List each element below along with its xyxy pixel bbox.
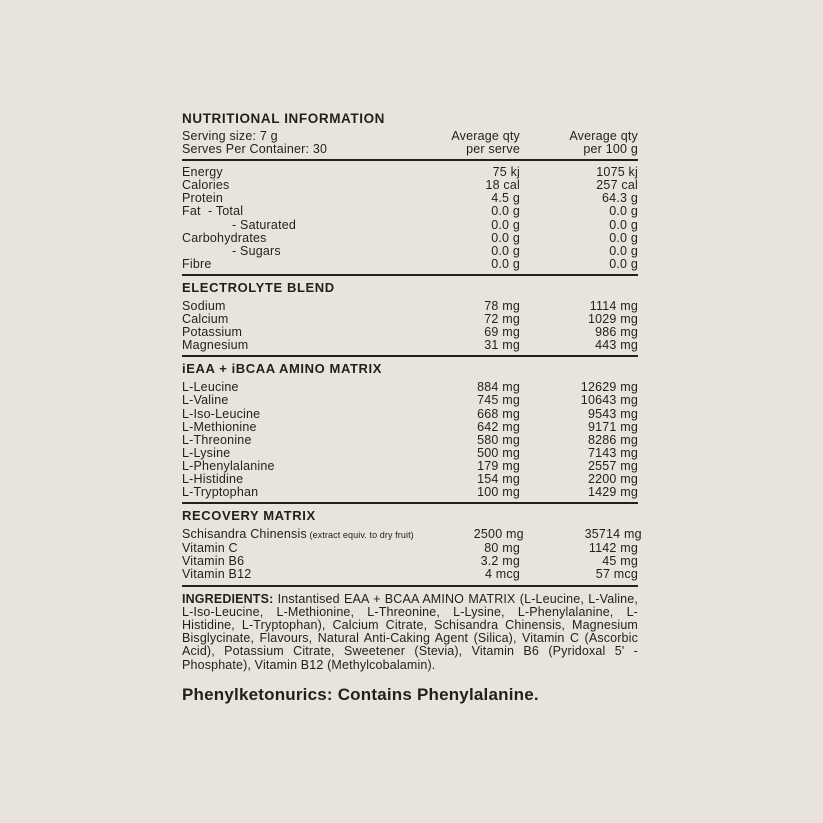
row-label: L-Lysine <box>182 445 231 460</box>
section-divider <box>182 355 638 357</box>
row-qty-per-serve: 580 mg <box>477 432 520 447</box>
row-label: - Sugars <box>232 243 281 258</box>
row-label: Vitamin C <box>182 541 238 556</box>
table-row <box>182 568 638 581</box>
nutrition-section <box>182 274 638 355</box>
row-qty-per-serve: 0.0 g <box>491 243 520 258</box>
row-qty-per-100g: 0.0 g <box>609 243 638 258</box>
row-label: Vitamin B6 <box>182 554 245 569</box>
table-row <box>182 460 638 473</box>
row-note-text: (extract equiv. to dry fruit) <box>309 530 414 541</box>
row-qty-per-100g: 9543 mg <box>587 406 638 421</box>
nutrition-section <box>182 159 638 274</box>
ingredients-paragraph <box>182 593 638 672</box>
row-qty-per-serve: 69 mg <box>484 325 520 340</box>
phenylketonurics-warning: Phenylketonurics: Contains Phenylalanine. <box>182 684 539 704</box>
row-qty-per-100g: 9171 mg <box>587 419 638 434</box>
table-row <box>182 300 638 313</box>
serving-info <box>182 130 410 156</box>
table-row <box>182 486 638 499</box>
row-qty-per-serve: 18 cal <box>485 178 520 193</box>
row-label: L-Histidine <box>182 471 244 486</box>
sections <box>182 159 642 584</box>
column-header-per-serve: Average qty per serve <box>451 129 520 157</box>
row-qty-per-100g: 0.0 g <box>609 217 638 232</box>
row-qty-per-serve: 100 mg <box>477 485 520 500</box>
row-label: Vitamin B12 <box>182 567 252 582</box>
row-qty-per-100g: 45 mg <box>602 554 638 569</box>
table-row <box>182 179 638 192</box>
row-qty-per-100g: 1142 mg <box>588 541 638 556</box>
serves-per-container: Serves Per Container: 30 <box>182 142 328 157</box>
row-qty-per-100g: 1075 kj <box>596 165 638 180</box>
section-rows <box>182 166 638 271</box>
row-qty-per-100g: 986 mg <box>595 325 638 340</box>
row-qty-per-serve: 0.0 g <box>491 256 520 271</box>
row-qty-per-100g: 2200 mg <box>587 471 638 486</box>
row-qty-per-serve: 31 mg <box>484 338 520 353</box>
section-divider <box>182 502 638 504</box>
row-label: - Saturated <box>232 217 297 232</box>
row-label: Protein <box>182 191 224 206</box>
row-qty-per-serve: 2500 mg <box>473 527 524 542</box>
table-row <box>182 339 638 352</box>
row-qty-per-serve: 884 mg <box>477 380 520 395</box>
row-qty-per-serve: 72 mg <box>484 312 520 327</box>
table-row <box>182 313 638 326</box>
row-label: L-Phenylalanine <box>182 458 275 473</box>
section-rows <box>182 381 638 499</box>
table-row <box>182 258 638 271</box>
row-qty-per-serve: 3.2 mg <box>480 554 520 569</box>
row-qty-per-serve: 80 mg <box>484 541 520 556</box>
row-label: Calories <box>182 178 230 193</box>
page-title: NUTRITIONAL INFORMATION <box>182 111 386 126</box>
ingredients-label: INGREDIENTS: <box>182 591 274 606</box>
row-label: Potassium <box>182 325 243 340</box>
row-qty-per-100g: 10643 mg <box>580 393 638 408</box>
row-label: Energy <box>182 165 223 180</box>
row-qty-per-100g: 7143 mg <box>587 445 638 460</box>
row-qty-per-100g: 0.0 g <box>609 256 638 271</box>
row-label: Schisandra Chinensis <box>182 527 307 542</box>
row-label: L-Leucine <box>182 380 239 395</box>
row-qty-per-100g: 35714 mg <box>584 527 642 542</box>
row-qty-per-100g: 443 mg <box>595 338 638 353</box>
section-header: ELECTROLYTE BLEND <box>182 279 335 295</box>
divider <box>182 585 638 587</box>
section-rows <box>182 527 642 582</box>
row-label: L-Methionine <box>182 419 257 434</box>
row-label: Fibre <box>182 256 212 271</box>
table-row <box>182 245 638 258</box>
row-qty-per-serve: 0.0 g <box>491 204 520 219</box>
row-qty-per-serve: 179 mg <box>477 458 520 473</box>
row-qty-per-100g: 0.0 g <box>609 230 638 245</box>
row-label: L-Tryptophan <box>182 485 259 500</box>
row-qty-per-100g: 2557 mg <box>587 458 638 473</box>
row-label: Fat - Total <box>182 204 244 219</box>
table-header <box>182 130 638 156</box>
row-qty-per-100g: 0.0 g <box>609 204 638 219</box>
table-row <box>182 326 638 339</box>
row-label: L-Iso-Leucine <box>182 406 261 421</box>
row-label: L-Valine <box>182 393 229 408</box>
section-divider <box>182 159 638 161</box>
row-qty-per-100g: 257 cal <box>596 178 638 193</box>
row-qty-per-100g: 12629 mg <box>580 380 638 395</box>
row-label: Sodium <box>182 298 226 313</box>
column-header-per-100g: Average qty per 100 g <box>569 129 638 157</box>
nutrition-section <box>182 502 642 584</box>
row-label: L-Threonine <box>182 432 252 447</box>
row-qty-per-serve: 4 mcg <box>484 567 520 582</box>
row-qty-per-serve: 75 kj <box>492 165 520 180</box>
row-qty-per-serve: 0.0 g <box>491 217 520 232</box>
row-qty-per-serve: 78 mg <box>484 298 520 313</box>
nutrition-section <box>182 355 638 502</box>
serving-size: Serving size: 7 g <box>182 129 278 143</box>
section-rows <box>182 300 638 352</box>
row-label: Magnesium <box>182 338 249 353</box>
table-row <box>182 542 638 555</box>
table-row <box>182 434 638 447</box>
row-qty-per-serve: 4.5 g <box>491 191 520 206</box>
nutrition-label <box>182 111 642 705</box>
row-qty-per-serve: 745 mg <box>477 393 520 408</box>
row-qty-per-serve: 154 mg <box>477 471 520 486</box>
section-header: iEAA + iBCAA AMINO MATRIX <box>182 361 383 377</box>
ingredients-text: Instantised EAA + BCAA AMINO MATRIX (L-Leucine, L-Valine, L-Iso-Leucine, L-Methionine, L-Threonine, L-Lysine, L-Phenylalanine, L-Histidine, L-Tryptophan), Calcium Citrate, Schisandra Chinensis, Magnesium Bisglycinate, Flavours, Natural Anti-Caking Agent (Silica), Vitamin C (Ascorbic Acid), Potassium Citrate, Sweetener (Stevia), Vitamin B6 (Pyridoxal 5' -Phosphate), Vitamin B12 (Methylcobalamin). <box>182 591 638 672</box>
row-qty-per-100g: 57 mcg <box>595 567 638 582</box>
table-row <box>182 527 642 542</box>
row-label: Calcium <box>182 312 229 327</box>
row-qty-per-100g: 64.3 g <box>602 191 638 206</box>
row-qty-per-100g: 1114 mg <box>589 298 638 313</box>
table-row <box>182 166 638 179</box>
row-qty-per-100g: 8286 mg <box>587 432 638 447</box>
section-divider <box>182 274 638 276</box>
row-label: Carbohydrates <box>182 230 267 245</box>
table-row <box>182 192 638 205</box>
row-qty-per-serve: 642 mg <box>477 419 520 434</box>
row-qty-per-serve: 668 mg <box>477 406 520 421</box>
row-qty-per-100g: 1429 mg <box>587 485 638 500</box>
row-qty-per-serve: 0.0 g <box>491 230 520 245</box>
section-header: RECOVERY MATRIX <box>182 508 316 524</box>
row-qty-per-serve: 500 mg <box>477 445 520 460</box>
row-qty-per-100g: 1029 mg <box>587 312 638 327</box>
table-row <box>182 381 638 394</box>
